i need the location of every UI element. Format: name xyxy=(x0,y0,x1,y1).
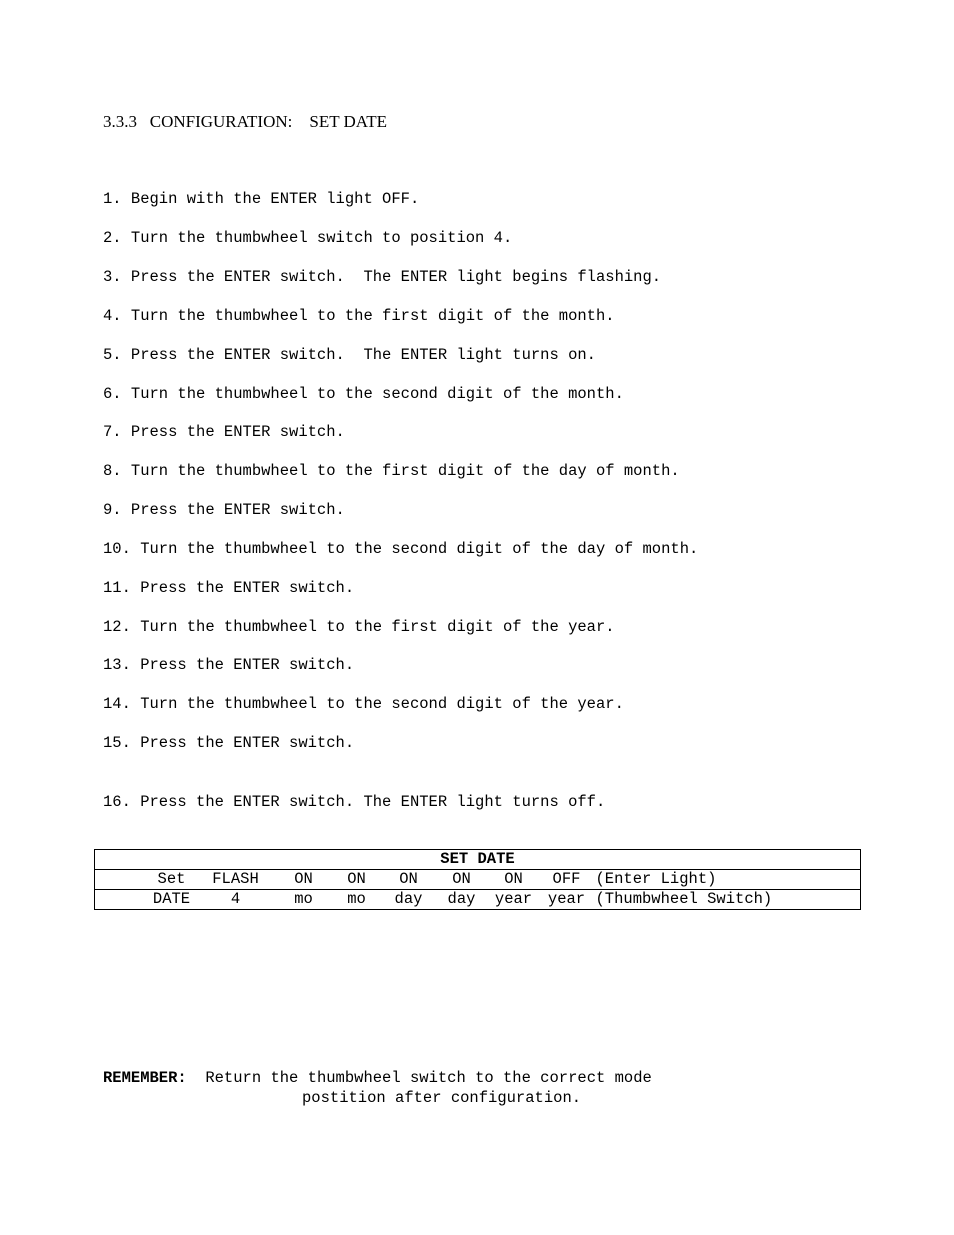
table-cell: day xyxy=(436,890,488,910)
table-spacer-cell xyxy=(95,870,148,890)
table-row-note: (Thumbwheel Switch) xyxy=(594,890,861,910)
table-cell: Set xyxy=(148,870,196,890)
step-13: 13. Press the ENTER switch. xyxy=(103,656,355,674)
table-cell: OFF xyxy=(540,870,594,890)
table-cell: mo xyxy=(276,890,332,910)
step-4: 4. Turn the thumbwheel to the first digit of the month. xyxy=(103,307,615,325)
table-cell: DATE xyxy=(148,890,196,910)
step-16: 16. Press the ENTER switch. The ENTER light turns off. xyxy=(103,793,606,811)
step-15: 15. Press the ENTER switch. xyxy=(103,734,355,752)
table-cell: 4 xyxy=(196,890,276,910)
table-cell: ON xyxy=(488,870,540,890)
remember-line-2: postition after configuration. xyxy=(302,1089,582,1107)
step-14: 14. Turn the thumbwheel to the second digit of the year. xyxy=(103,695,624,713)
table-row-note: (Enter Light) xyxy=(594,870,861,890)
step-11: 11. Press the ENTER switch. xyxy=(103,579,355,597)
step-5: 5. Press the ENTER switch. The ENTER light turns on. xyxy=(103,346,596,364)
table-cell: ON xyxy=(436,870,488,890)
step-10: 10. Turn the thumbwheel to the second digit of the day of month. xyxy=(103,540,699,558)
remember-label: REMEMBER: xyxy=(103,1069,187,1087)
table-cell: mo xyxy=(332,890,382,910)
table-title-row xyxy=(95,850,861,870)
table-cell: FLASH xyxy=(196,870,276,890)
table-cell: day xyxy=(382,890,436,910)
table-cell: ON xyxy=(332,870,382,890)
table-title: SET DATE xyxy=(95,850,861,870)
set-date-table xyxy=(94,849,861,910)
step-12: 12. Turn the thumbwheel to the first digit of the year. xyxy=(103,618,615,636)
step-6: 6. Turn the thumbwheel to the second digit of the month. xyxy=(103,385,624,403)
table-cell: ON xyxy=(276,870,332,890)
step-8: 8. Turn the thumbwheel to the first digit of the day of month. xyxy=(103,462,680,480)
table-cell: year xyxy=(540,890,594,910)
table-spacer-cell xyxy=(95,890,148,910)
section-heading: 3.3.3 CONFIGURATION: SET DATE xyxy=(103,112,387,131)
step-2: 2. Turn the thumbwheel switch to position 4. xyxy=(103,229,513,247)
step-7: 7. Press the ENTER switch. xyxy=(103,423,345,441)
table-row xyxy=(95,870,861,890)
table-row xyxy=(95,890,861,910)
step-1: 1. Begin with the ENTER light OFF. xyxy=(103,190,420,208)
remember-line-1: Return the thumbwheel switch to the correct mode xyxy=(205,1069,652,1087)
step-3: 3. Press the ENTER switch. The ENTER light begins flashing. xyxy=(103,268,662,286)
table-cell: ON xyxy=(382,870,436,890)
table-cell: year xyxy=(488,890,540,910)
step-9: 9. Press the ENTER switch. xyxy=(103,501,345,519)
remember-note xyxy=(103,1068,652,1108)
